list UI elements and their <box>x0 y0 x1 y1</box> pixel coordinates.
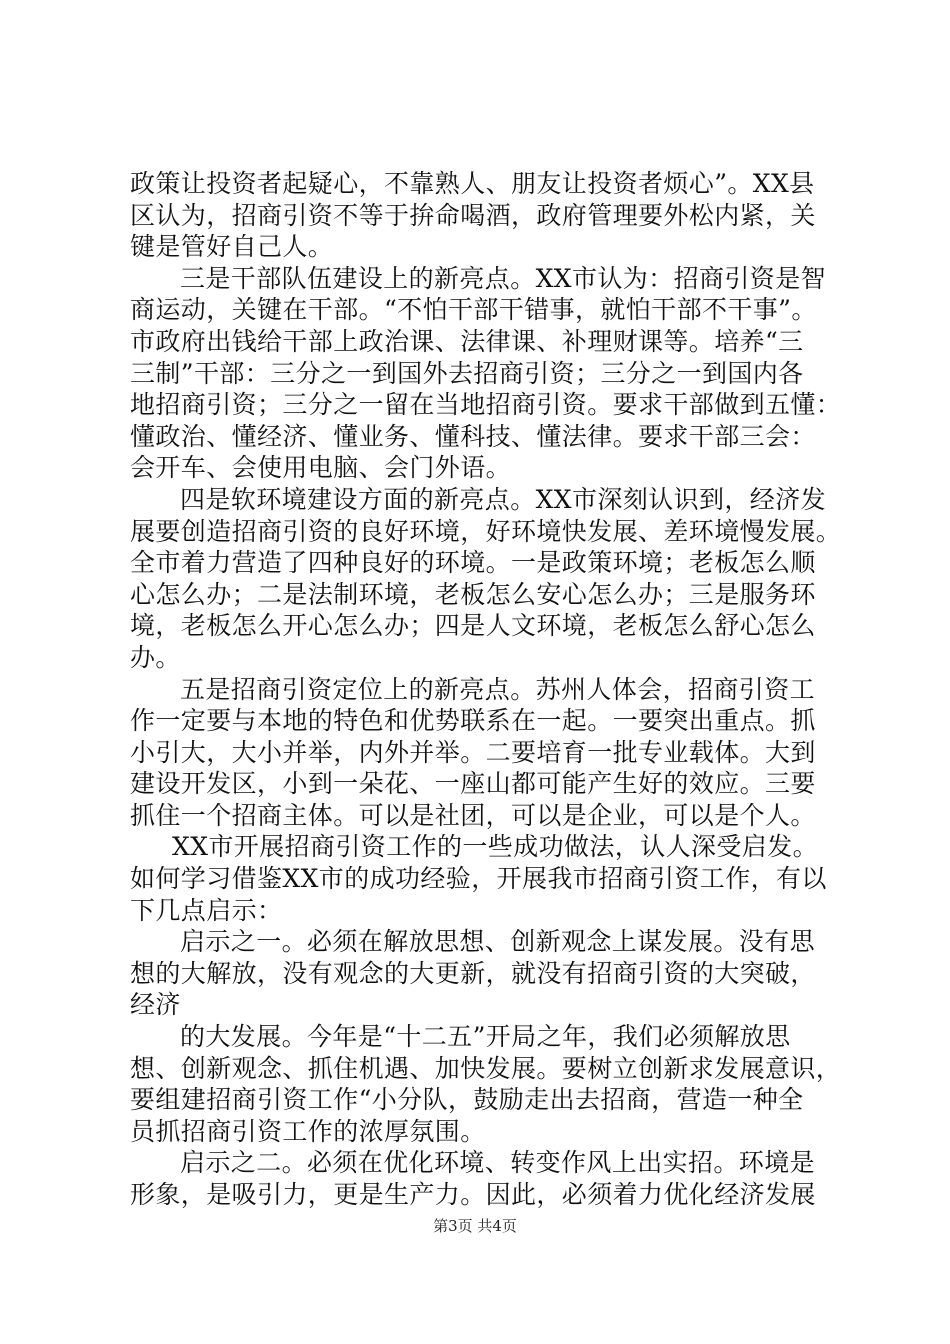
paragraph-start-line: 三是干部队伍建设上的新亮点。XX市认为：招商引资是智 <box>180 263 826 293</box>
text-line: 境，老板怎么开心怎么办；四是人文环境，老板怎么舒心怎么 <box>130 611 816 641</box>
text-line: 展要创造招商引资的良好环境，好环境快发展、差环境慢发展。 <box>130 516 842 546</box>
text-line: 会开车、会使用电脑、会门外语。 <box>130 453 512 483</box>
paragraph-start-line: 启示之二。必须在优化环境、转变作风上出实招。环境是 <box>180 1148 816 1178</box>
page-number-footer: 第3页 共4页 <box>433 1217 517 1235</box>
text-line: 全市着力营造了四种良好的环境。一是政策环境；老板怎么顺 <box>130 548 816 578</box>
text-line: 区认为，招商引资不等于拚命喝酒，政府管理要外松内紧，关 <box>130 200 816 230</box>
text-line: 下几点启示： <box>130 895 283 925</box>
paragraph-start-line: 四是软环境建设方面的新亮点。XX市深刻认识到，经济发 <box>180 484 826 514</box>
document-body <box>130 168 842 1211</box>
text-line: 商运动，关键在干部。“不怕干部干错事，就怕干部不干事”。 <box>130 295 817 325</box>
text-line: 要组建招商引资工作“小分队，鼓励走出去招商，营造一种全 <box>130 1085 804 1115</box>
text-line: 员抓招商引资工作的浓厚氛围。 <box>130 1116 486 1146</box>
text-line: 心怎么办；二是法制环境，老板怎么安心怎么办；三是服务环 <box>130 579 816 609</box>
text-line: 三制”干部：三分之一到国外去招商引资；三分之一到国内各 <box>130 358 804 388</box>
paragraph-start-line: XX市开展招商引资工作的一些成功做法，认人深受启发。 <box>172 832 818 862</box>
text-line: 市政府出钱给干部上政治课、法律课、补理财课等。培养“三 <box>130 326 804 356</box>
text-line: 政策让投资者起疑心，不靠熟人、朋友让投资者烦心”。XX县 <box>130 169 815 198</box>
text-line: 建设开发区，小到一朵花、一座山都可能产生好的效应。三要 <box>130 769 816 799</box>
paragraph-start-line: 的大发展。今年是“十二五”开局之年，我们必须解放思 <box>180 1022 791 1052</box>
text-line: 地招商引资；三分之一留在当地招商引资。要求干部做到五懂： <box>130 390 842 420</box>
paragraph-start-line: 启示之一。必须在解放思想、创新观念上谋发展。没有思 <box>180 927 816 957</box>
text-line: 小引大，大小并举，内外并举。二要培育一批专业载体。大到 <box>130 737 816 767</box>
text-line: 想的大解放，没有观念的大更新，就没有招商引资的大突破， <box>130 958 816 988</box>
text-line: 如何学习借鉴XX市的成功经验，开展我市招商引资工作，有以 <box>130 864 827 894</box>
text-line: 键是管好自己人。 <box>130 232 334 262</box>
text-line: 想、创新观念、抓住机遇、加快发展。要树立创新求发展意识， <box>130 1053 842 1083</box>
text-line: 办。 <box>130 642 181 672</box>
text-line: 作一定要与本地的特色和优势联系在一起。一要突出重点。抓 <box>130 706 816 736</box>
paragraph-start-line: 五是招商引资定位上的新亮点。苏州人体会，招商引资工 <box>180 674 816 704</box>
text-line: 懂政治、懂经济、懂业务、懂科技、懂法律。要求干部三会： <box>130 421 816 451</box>
text-line: 形象，是吸引力，更是生产力。因此，必须着力优化经济发展 <box>130 1180 816 1209</box>
text-line: 经济 <box>130 990 181 1020</box>
text-line: 抓住一个招商主体。可以是社团，可以是企业，可以是个人。 <box>130 800 816 830</box>
